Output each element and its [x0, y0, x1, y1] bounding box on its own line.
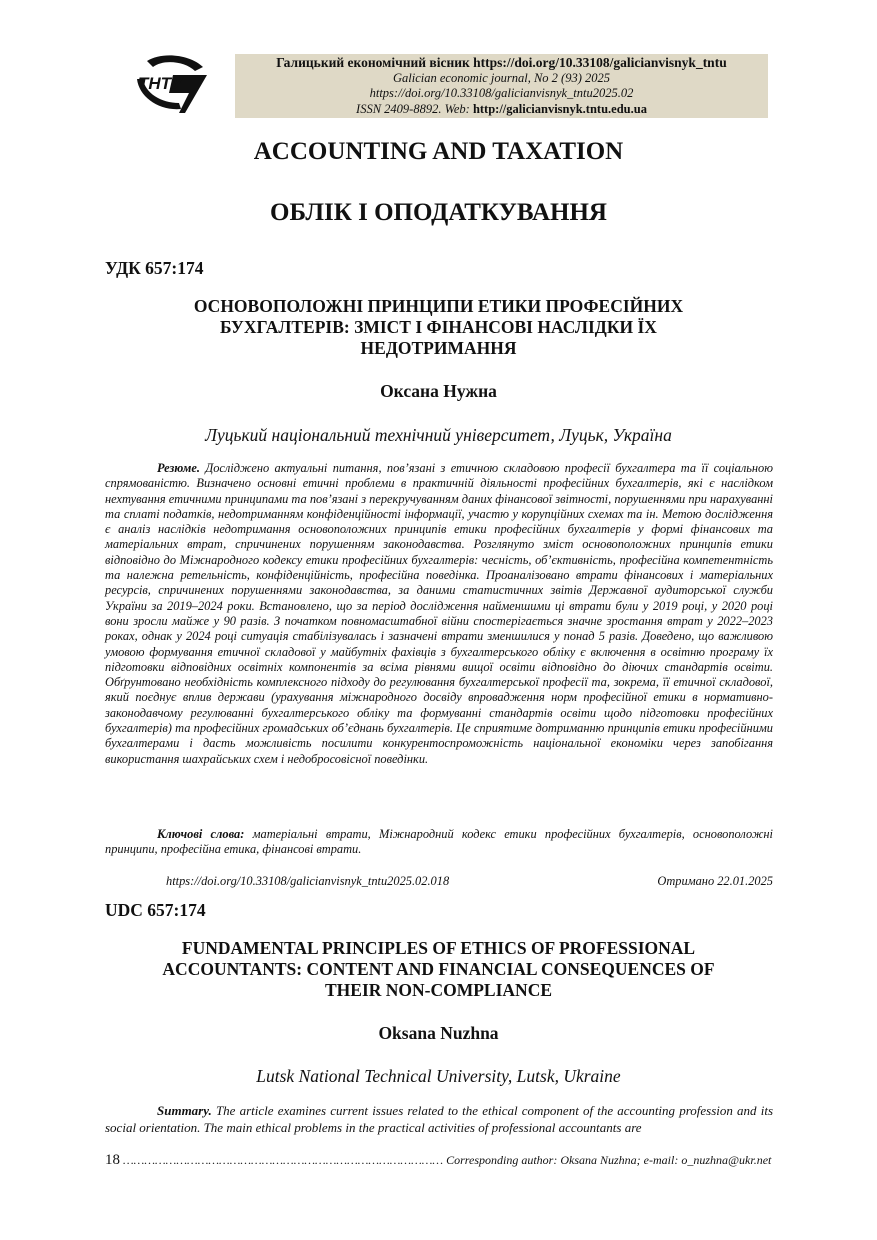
- udc-code: UDC 657:174: [105, 900, 206, 920]
- journal-web-link[interactable]: http://galicianvisnyk.tntu.edu.ua: [472, 101, 647, 116]
- issn-text: ISSN 2409-8892. Web:: [356, 101, 473, 116]
- issn-line: [235, 102, 768, 118]
- title-en-line-2: ACCOUNTANTS: CONTENT AND FINANCIAL CONSEQUENCES OF: [162, 959, 715, 979]
- affiliation-uk: Луцький національний технічний університет, Луцьк, Україна: [205, 425, 672, 445]
- logo-text: ТНТУ: [138, 74, 183, 93]
- author-name-uk: Оксана Нужна: [380, 381, 497, 401]
- author-name-en: Oksana Nuzhna: [378, 1023, 499, 1043]
- affiliation-en: Lutsk National Technical University, Lutsk, Ukraine: [256, 1066, 621, 1086]
- keywords-text: матеріальні втрати, Міжнародний кодекс етики професійних бухгалтерів, основоположні принципи, професійна етика, фінансові втрати.: [105, 827, 773, 857]
- title-uk-line-2: БУХГАЛТЕРІВ: ЗМІСТ І ФІНАНСОВІ НАСЛІДКИ ЇХ: [220, 317, 657, 337]
- summary-label: Summary.: [157, 1103, 212, 1118]
- abstract-uk: [105, 461, 773, 767]
- summary-text: The article examines current issues related to the ethical component of the accounting profession and its social orientation. The main ethical problems in the practical activities of professional accountants are: [105, 1103, 773, 1135]
- received-date: Отримано 22.01.2025: [657, 874, 773, 888]
- journal-title-en: Galician economic journal, No 2 (93) 2025: [393, 70, 610, 85]
- corresponding-author: Corresponding author: Oksana Nuzhna; e-mail: o_nuzhna@ukr.net: [446, 1153, 772, 1167]
- footer-leader: ………………………………………………………………………………: [123, 1153, 444, 1167]
- article-title-uk: [0, 296, 877, 359]
- section-title-uk: ОБЛІК І ОПОДАТКУВАННЯ: [270, 199, 607, 226]
- summary-en: [105, 1103, 773, 1136]
- page-footer: [105, 1152, 773, 1169]
- abstract-label: Резюме.: [157, 461, 200, 475]
- article-doi[interactable]: https://doi.org/10.33108/galicianvisnyk_tntu2025.02.018: [166, 874, 450, 888]
- title-uk-line-1: ОСНОВОПОЛОЖНІ ПРИНЦИПИ ЕТИКИ ПРОФЕСІЙНИХ: [193, 296, 684, 316]
- keywords-label: Ключові слова:: [157, 827, 245, 841]
- journal-title: Галицький економічний вісник https://doi.org/10.33108/galicianvisnyk_tntu: [276, 55, 727, 70]
- title-en-line-1: FUNDAMENTAL PRINCIPLES OF ETHICS OF PROFESSIONAL: [181, 938, 696, 958]
- issue-doi: https://doi.org/10.33108/galicianvisnyk_tntu2025.02: [369, 86, 634, 100]
- section-title-en: ACCOUNTING AND TAXATION: [253, 138, 624, 165]
- title-uk-line-3: НЕДОТРИМАННЯ: [360, 338, 517, 358]
- udk-code: УДК 657:174: [105, 258, 204, 278]
- abstract-text: Досліджено актуальні питання, пов’язані з етичною складовою професії бухгалтера та її соціальною спрямованістю. Визначено основні етичні проблеми в практичній діяльності професійних бухгалтерів, які є наслідком нехтування етичними принципами та пов’язані з перекручуванням даних фінансової звітності, порушеннями при нарахуванні та сплаті податків, недотриманням конфіденційності інформації, участю у корупційних схемах та ін. Метою дослідження є аналіз наслідків недотримання основоположних принципів етики професійних бухгалтерів у формі фінансових та матеріальних втрат, спричинених порушенням законодавства. Розглянуто зміст основоположних принципів етики відповідно до Міжнародного кодексу етики професійних бухгалтерів: чесність, об’єктивність, професійна компетентність та належна ретельність, конфіденційність, професійна поведінка. Проаналізовано втрати фінансових і матеріальних ресурсів, спричинених порушеннями законодавства, за даними статистичних звітів Державної аудиторської служби України за 2019–2024 роки. Встановлено, що за період дослідження найменшими ці втрати були у 2019 році, у 2020 році вони зросли майже у 90 разів. З початком повномасштабної війни спостерігається значне зростання втрат у 2022–2023 роках, однак у 2024 році ситуація стабілізувалась і зазначені втрати зменшилися у понад 5 разів. Доведено, що важливою умовою формування етичної складової у майбутніх фахівців з бухгалтерського обліку є включення в освітню програму їх підготовки відповідних освітніх компонентів за всіма рівнями вищої освіти відповідно до діючих стандартів освіти. Обґрунтовано необхідність комплексного підходу до регулювання бухгалтерської професії та, зокрема, її етичної складової, який поєднує вплив держави (урахування міжнародного досвіду впровадження норм професійної етики в нормативно-законодавчому регулюванні бухгалтерського обліку та формуванні стандартів освіти щодо підготовки професійних бухгалтерів) та професійних громадських об’єднань бухгалтерів. Це сприятиме дотриманню принципів етики професійними бухгалтерами і дасть можливість посилити конкурентоспроможність національної економіки через запобігання використання шахрайських схем і недобросовісної поведінки.: [105, 461, 773, 766]
- tntu-logo: [133, 53, 209, 115]
- keywords-uk: [105, 827, 773, 858]
- article-title-en: [0, 938, 877, 1001]
- journal-header: [235, 54, 768, 118]
- title-en-line-3: THEIR NON-COMPLIANCE: [324, 980, 553, 1000]
- page-number: 18: [105, 1152, 120, 1168]
